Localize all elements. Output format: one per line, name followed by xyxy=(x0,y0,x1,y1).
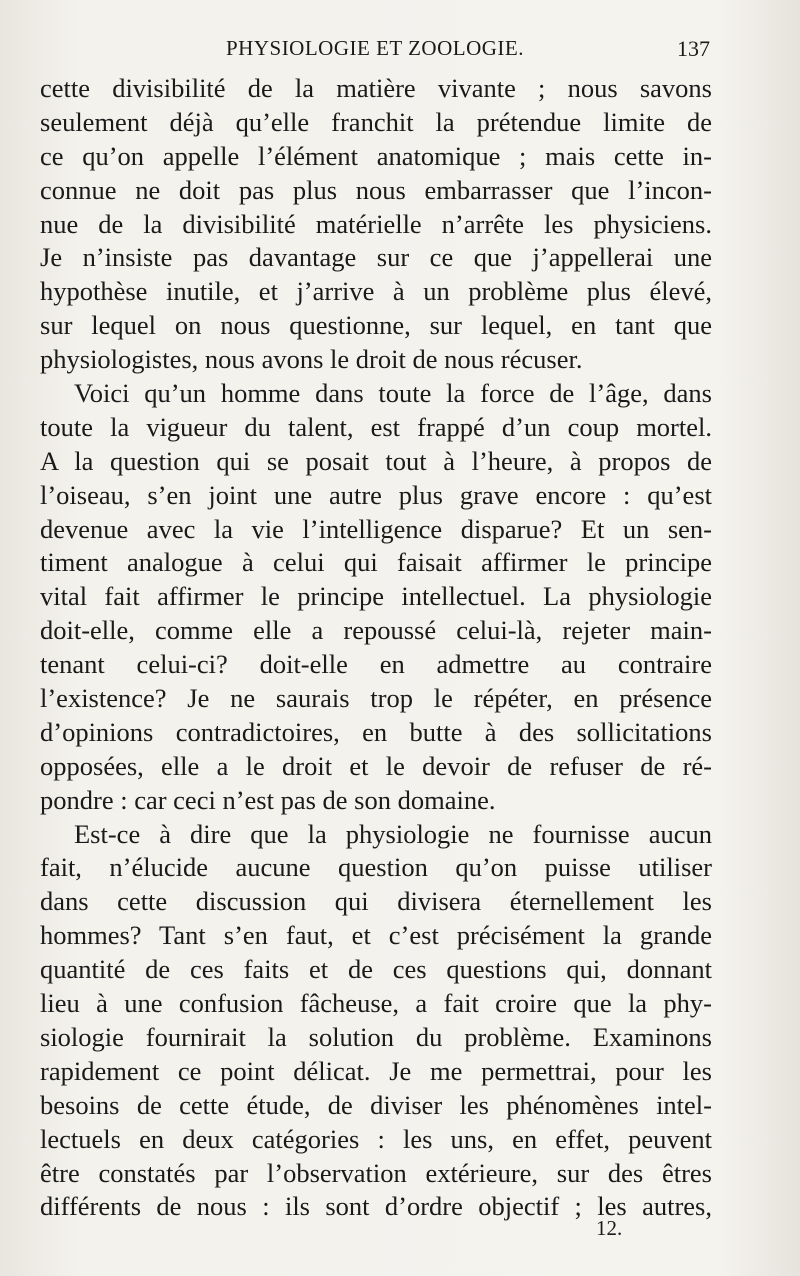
text-line: hommes? Tant s’en faut, et c’est précisément la grande xyxy=(40,920,712,951)
text-line: différents de nous : ils sont d’ordre objectif ; les autres, xyxy=(40,1191,712,1222)
text-line: Est-ce à dire que la physiologie ne fournisse aucun xyxy=(74,818,712,849)
text-line: tenant celui-ci? doit-elle en admettre au contraire xyxy=(40,649,712,680)
text-line: Je n’insiste pas davantage sur ce que j’appellerai une xyxy=(40,242,712,273)
text-line: lectuels en deux catégories : les uns, en effet, peuvent xyxy=(40,1123,712,1154)
text-line: besoins de cette étude, de diviser les phénomènes intel- xyxy=(40,1089,712,1120)
text-line: vital fait affirmer le principe intellectuel. La physiologie xyxy=(40,581,712,612)
text-line: physiologistes, nous avons le droit de nous récuser. xyxy=(40,344,583,375)
signature-mark: 12. xyxy=(596,1216,623,1240)
text-line: toute la vigueur du talent, est frappé d’un coup mortel. xyxy=(40,411,712,442)
text-line: Voici qu’un homme dans toute la force de l’âge, dans xyxy=(74,378,712,409)
text-line: l’oiseau, s’en joint une autre plus grave encore : qu’est xyxy=(40,479,712,510)
text-line: pondre : car ceci n’est pas de son domaine. xyxy=(40,784,496,815)
text-line: opposées, elle a le droit et le devoir de refuser de ré- xyxy=(40,750,712,781)
text-line: siologie fournirait la solution du problème. Examinons xyxy=(40,1021,712,1052)
text-line: timent analogue à celui qui faisait affirmer le principe xyxy=(40,547,712,578)
text-line: lieu à une confusion fâcheuse, a fait croire que la phy- xyxy=(40,988,712,1019)
text-line: dans cette discussion qui divisera éternellement les xyxy=(40,886,712,917)
text-line: quantité de ces faits et de ces questions qui, donnant xyxy=(40,954,712,985)
text-line: nue de la divisibilité matérielle n’arrête les physiciens. xyxy=(40,208,712,239)
page-number: 137 xyxy=(677,36,710,61)
text-line: rapidement ce point délicat. Je me permettrai, pour les xyxy=(40,1055,712,1086)
text-line: A la question qui se posait tout à l’heure, à propos de xyxy=(40,445,712,476)
text-line: seulement déjà qu’elle franchit la prétendue limite de xyxy=(40,106,712,137)
text-line: l’existence? Je ne saurais trop le répéter, en présence xyxy=(40,683,712,714)
text-line: devenue avec la vie l’intelligence disparue? Et un sen- xyxy=(40,513,712,544)
text-line: hypothèse inutile, et j’arrive à un problème plus élevé, xyxy=(40,276,712,307)
text-line: ce qu’on appelle l’élément anatomique ; mais cette in- xyxy=(40,140,712,171)
text-line: être constatés par l’observation extérieure, sur des êtres xyxy=(40,1157,712,1188)
body-text xyxy=(40,72,712,1224)
text-line: fait, n’élucide aucune question qu’on puisse utiliser xyxy=(40,852,712,883)
text-line: doit-elle, comme elle a repoussé celui-là, rejeter main- xyxy=(40,615,712,646)
text-line: connue ne doit pas plus nous embarrasser que l’incon- xyxy=(40,174,712,205)
text-line: d’opinions contradictoires, en butte à des sollicitations xyxy=(40,716,712,747)
text-line: cette divisibilité de la matière vivante ; nous savons xyxy=(40,73,712,103)
running-title: PHYSIOLOGIE ET ZOOLOGIE. xyxy=(226,36,524,60)
running-header xyxy=(40,32,710,66)
text-line: sur lequel on nous questionne, sur lequel, en tant que xyxy=(40,310,712,341)
